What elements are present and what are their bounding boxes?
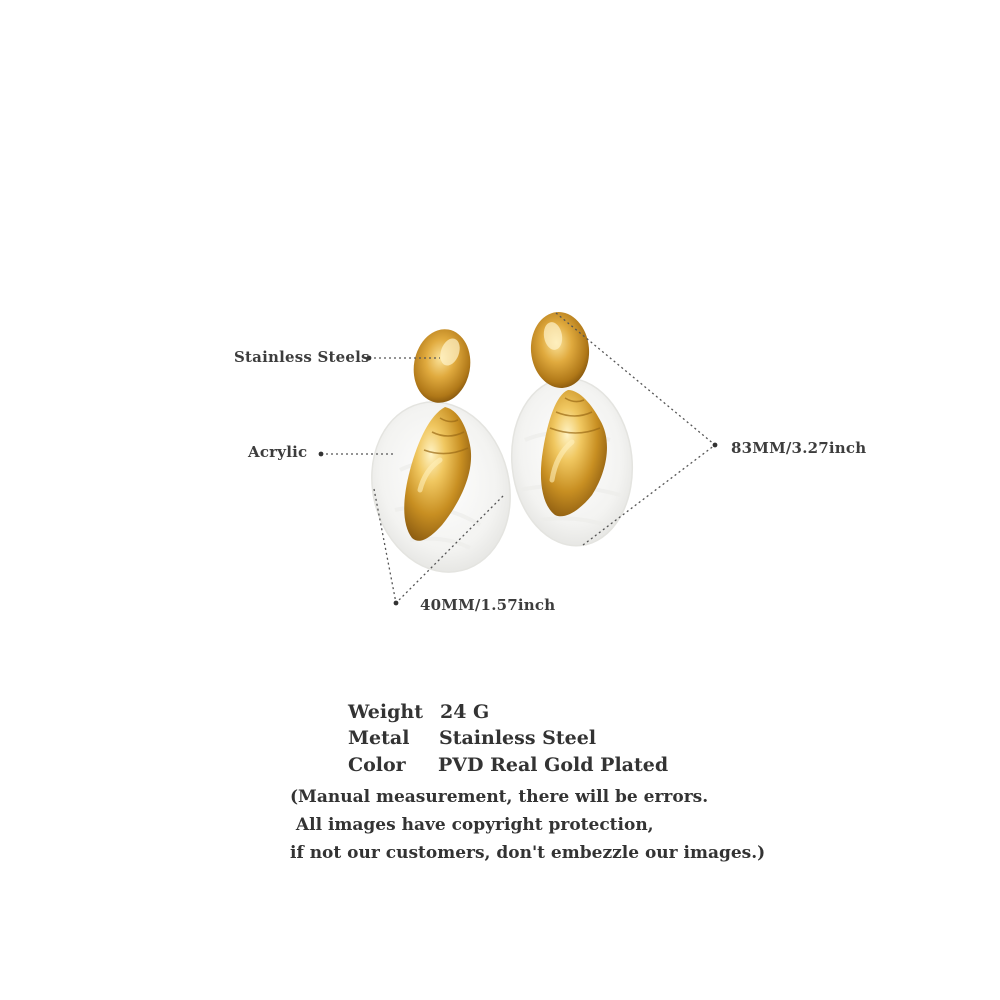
disclaimer-line: All images have copyright protection, [290, 815, 654, 835]
left-earring [354, 325, 528, 587]
spec-key: Metal [348, 727, 410, 749]
disclaimer-line: (Manual measurement, there will be errors. [290, 787, 709, 807]
acrylic-label: Acrylic [248, 443, 308, 461]
spec-key: Weight [348, 701, 423, 723]
spec-value: PVD Real Gold Plated [438, 754, 669, 776]
spec-key: Color [348, 754, 406, 776]
stainless-steels-label: Stainless Steels [234, 348, 370, 366]
right-gold-stud [528, 310, 592, 391]
width-measurement-label: 40MM/1.57inch [420, 596, 556, 614]
length-measurement-label: 83MM/3.27inch [731, 439, 867, 457]
disclaimer-line: if not our customers, don't embezzle our images.) [290, 843, 766, 863]
spec-value: Stainless Steel [439, 727, 597, 749]
right-earring [504, 310, 641, 552]
spec-value: 24 G [440, 701, 490, 723]
left-gold-stud [408, 325, 476, 408]
